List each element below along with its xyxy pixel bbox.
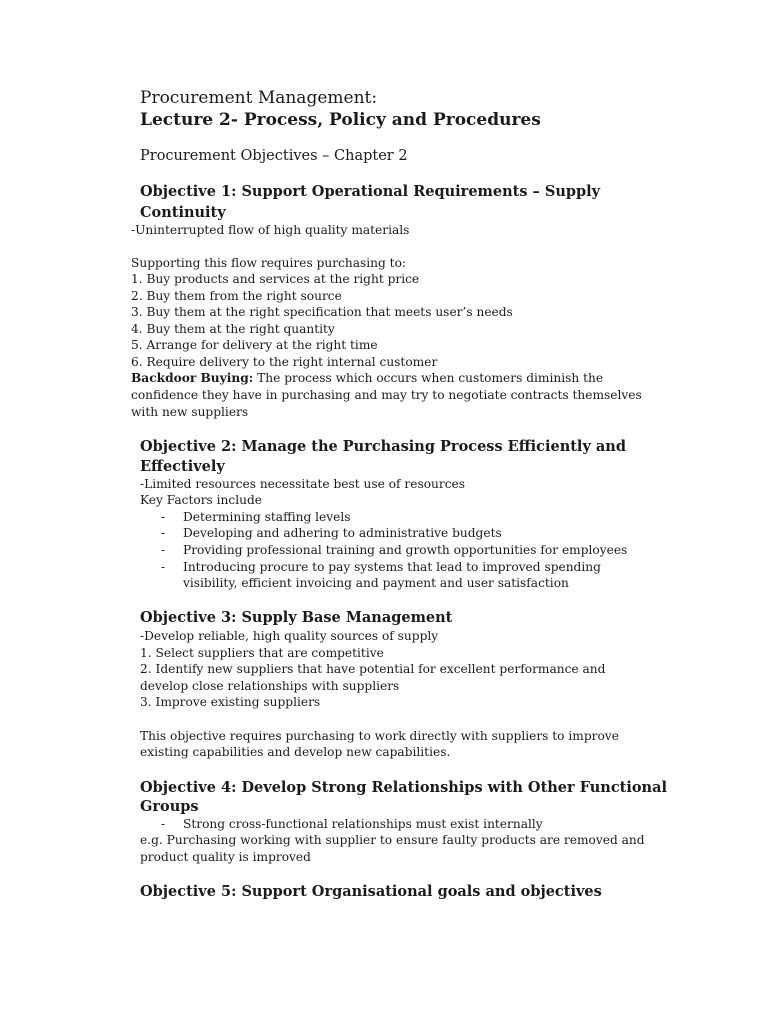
objective-1-intro: -Uninterrupted flow of high quality materials (131, 223, 410, 237)
bullet-item: Introducing procure to pay systems that lead to improved spending (183, 560, 601, 574)
bullet-item: Providing professional training and growth opportunities for employees (183, 543, 628, 557)
bullet-dash: - (161, 543, 166, 557)
document-title: Procurement Management: (140, 88, 378, 108)
objective-2-lead: Key Factors include (140, 493, 262, 507)
list-item: 2. Identify new suppliers that have potential for excellent performance and (140, 662, 606, 676)
objective-5-heading: Objective 5: Support Organisational goals and objectives (140, 883, 602, 900)
list-item: 2. Buy them from the right source (131, 289, 342, 303)
bullet-dash: - (161, 526, 166, 540)
objective-4-example-cont: product quality is improved (140, 850, 311, 864)
backdoor-buying-text-end: with new suppliers (131, 405, 249, 419)
objective-3-paragraph: This objective requires purchasing to work directly with suppliers to improve (140, 729, 619, 743)
list-item-cont: develop close relationships with suppliers (140, 679, 400, 693)
objective-4-heading: Objective 4: Develop Strong Relationships with Other Functional (140, 779, 667, 796)
backdoor-buying-term: Backdoor Buying: (131, 371, 254, 385)
list-item: 1. Buy products and services at the right price (131, 272, 420, 286)
list-item: 3. Improve existing suppliers (140, 695, 321, 709)
objective-2-intro: -Limited resources necessitate best use of resources (140, 477, 466, 491)
backdoor-buying-text-cont: confidence they have in purchasing and may try to negotiate contracts themselves (131, 388, 642, 402)
list-item: 6. Require delivery to the right internal customer (131, 355, 438, 369)
list-item: 3. Buy them at the right specification that meets user’s needs (131, 305, 513, 319)
list-item: 1. Select suppliers that are competitive (140, 646, 384, 660)
bullet-dash: - (161, 510, 166, 524)
backdoor-buying-text: The process which occurs when customers diminish the (253, 371, 604, 385)
objective-4-heading-cont: Groups (140, 798, 199, 815)
objective-1-heading: Objective 1: Support Operational Requirements – Supply (140, 183, 601, 200)
objective-2-heading-cont: Effectively (140, 458, 225, 475)
lecture-title: Lecture 2- Process, Policy and Procedures (140, 110, 541, 130)
objective-3-paragraph-cont: existing capabilities and develop new capabilities. (140, 745, 451, 759)
bullet-item: Developing and adhering to administrative budgets (183, 526, 502, 540)
bullet-item-cont: visibility, efficient invoicing and payment and user satisfaction (183, 576, 569, 590)
objective-3-intro: -Develop reliable, high quality sources of supply (140, 629, 439, 643)
objective-2-heading: Objective 2: Manage the Purchasing Process Efficiently and (140, 438, 626, 455)
list-item: 4. Buy them at the right quantity (131, 322, 335, 336)
objective-1-lead: Supporting this flow requires purchasing to: (131, 256, 407, 270)
bullet-item: Determining staffing levels (183, 510, 351, 524)
backdoor-buying-definition (131, 371, 603, 385)
bullet-dash: - (161, 560, 166, 574)
objective-4-example: e.g. Purchasing working with supplier to ensure faulty products are removed and (140, 833, 645, 847)
chapter-subtitle: Procurement Objectives – Chapter 2 (140, 148, 408, 164)
bullet-item: Strong cross-functional relationships must exist internally (183, 817, 543, 831)
list-item: 5. Arrange for delivery at the right time (131, 338, 378, 352)
objective-1-heading-cont: Continuity (140, 204, 226, 221)
bullet-dash: - (161, 817, 166, 831)
objective-3-heading: Objective 3: Supply Base Management (140, 609, 453, 626)
